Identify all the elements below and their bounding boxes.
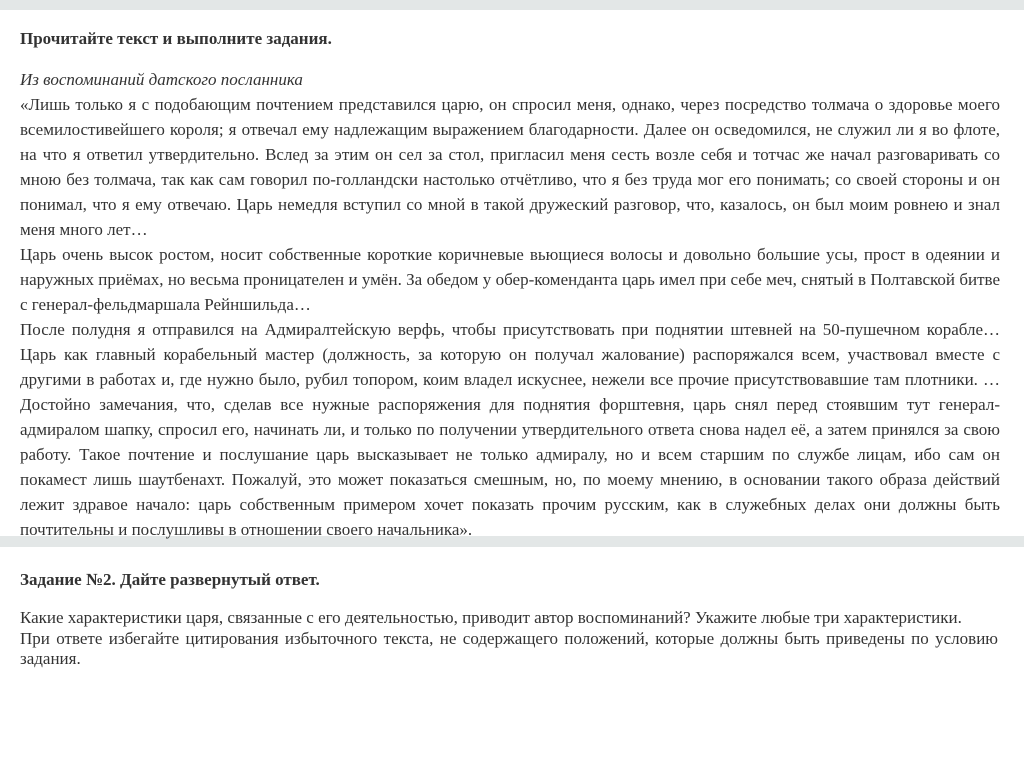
text-paragraph-2: Царь очень высок ростом, носит собственные короткие коричневые вьющиеся волосы и довольно большие усы, прост в одеянии и наружных приёмах, но весьма проницателен и умён. За обедом у обер-коменданта царь имел при себе меч, снятый в Полтавской битве с генерал-фельдмаршала Рейншильда… [20, 245, 1000, 314]
task-heading: Задание №2. Дайте развернутый ответ. [20, 570, 320, 589]
reading-instruction-heading: Прочитайте текст и выполните задания. [20, 29, 332, 48]
top-divider [0, 0, 1024, 10]
task-instruction: При ответе избегайте цитирования избыточного текста, не содержащего положений, которые должны быть приведены по условию задания. [20, 628, 998, 668]
text-paragraph-3: После полудня я отправился на Адмиралтейскую верфь, чтобы присутствовать при поднятии штевней на 50-пушечном корабле… Царь как главный корабельный мастер (должность, за которую он получал жалование) распоряжался всем, участвовал вместе с другими в работах и, где нужно было, рубил топором, коим владел искуснее, нежели все прочие присутствовавшие там плотники. …Достойно замечания, что, сделав все нужные распоряжения для поднятия форштевня, царь снял перед стоявшим тут генерал-адмиралом шапку, спросил его, начинать ли, и только по получении утвердительного ответа снова надел её, а затем принялся за свою работу. Такое почтение и послушание царь высказывает не только адмиралу, но и всем старшим по службе лицам, ибо сам он покамест лишь шаутбенахт. Пожалуй, это может показаться смешным, но, по моему мнению, в основании такого образа действий лежит здравое начало: царь собственным примером хочет показать прочим русским, как в служебных делах они должны быть почтительны и послушливы в отношении своего начальника». [20, 320, 1000, 539]
text-paragraph-1: «Лишь только я с подобающим почтением представился царю, он спросил меня, однако, через посредство толмача о здоровье моего всемилостивейшего короля; я отвечал ему надлежащим выражением благодарности. Далее он осведомился, не служил ли я во флоте, на что я ответил утвердительно. Вслед за этим он сел за стол, пригласил меня сесть возле себя и тотчас же начал разговаривать со мною без толмача, так как сам говорил по-голландски настолько отчётливо, что я без труда мог его понимать; со своей стороны и он понимал, что я ему отвечаю. Царь немедля вступил со мной в такой дружеский разговор, что, казалось, он был моим ровнею и знал меня много лет… [20, 95, 1000, 239]
text-source-caption: Из воспоминаний датского посланника [20, 70, 303, 89]
reading-text-section [0, 10, 1024, 539]
task-question: Какие характеристики царя, связанные с его деятельностью, приводит автор воспоминаний? Укажите любые три характеристики. [20, 608, 962, 627]
task-section [0, 547, 1024, 670]
